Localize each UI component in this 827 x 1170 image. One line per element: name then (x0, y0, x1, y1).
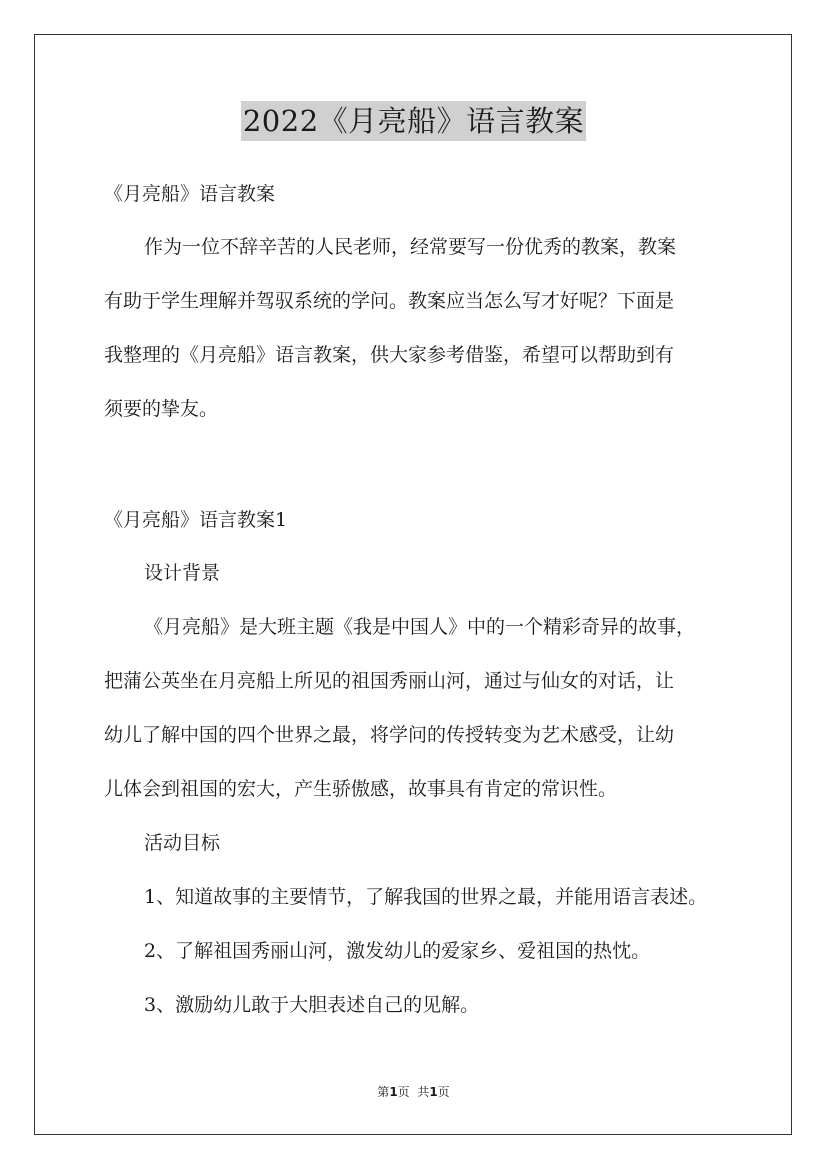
footer-page-mid: 页 共 (397, 1085, 430, 1099)
intro-line-3: 我整理的《月亮船》语言教案，供大家参考借鉴，希望可以帮助到有 (104, 344, 675, 366)
footer-page-total: 1 (429, 1085, 438, 1099)
intro-line-1: 作为一位不辞辛苦的人民老师，经常要写一份优秀的教案，教案 (144, 236, 677, 258)
design-background-line-3: 幼儿了解中国的四个世界之最，将学问的传授转变为艺术感受，让幼 (104, 724, 675, 746)
goal-item-1: 1、知道故事的主要情节，了解我国的世界之最，并能用语言表述。 (144, 886, 708, 908)
design-background-line-1: 《月亮船》是大班主题《我是中国人》中的一个精彩奇异的故事， (144, 616, 696, 638)
design-background-line-4: 儿体会到祖国的宏大，产生骄傲感，故事具有肯定的常识性。 (104, 778, 618, 800)
activity-goals-heading: 活动目标 (144, 832, 221, 854)
goal-item-3: 3、激励幼儿敢于大胆表述自己的见解。 (144, 994, 480, 1016)
design-background-heading: 设计背景 (144, 562, 221, 584)
document-title-wrap (0, 101, 827, 141)
footer-page-suffix: 页 (437, 1085, 450, 1099)
goal-item-2: 2、了解祖国秀丽山河，激发幼儿的爱家乡、爱祖国的热忱。 (144, 940, 651, 962)
document-title: 2022《月亮船》语言教案 (241, 101, 586, 141)
intro-line-2: 有助于学生理解并驾驭系统的学问。教案应当怎么写才好呢？下面是 (104, 290, 675, 312)
intro-line-4: 须要的挚友。 (104, 398, 219, 420)
design-background-line-2: 把蒲公英坐在月亮船上所见的祖国秀丽山河，通过与仙女的对话，让 (104, 670, 675, 692)
subtitle: 《月亮船》语言教案 (104, 183, 276, 205)
footer-page-current: 1 (389, 1085, 398, 1099)
section1-heading: 《月亮船》语言教案1 (104, 509, 288, 531)
footer-page-prefix: 第 (377, 1085, 390, 1099)
page-footer (0, 1084, 827, 1100)
